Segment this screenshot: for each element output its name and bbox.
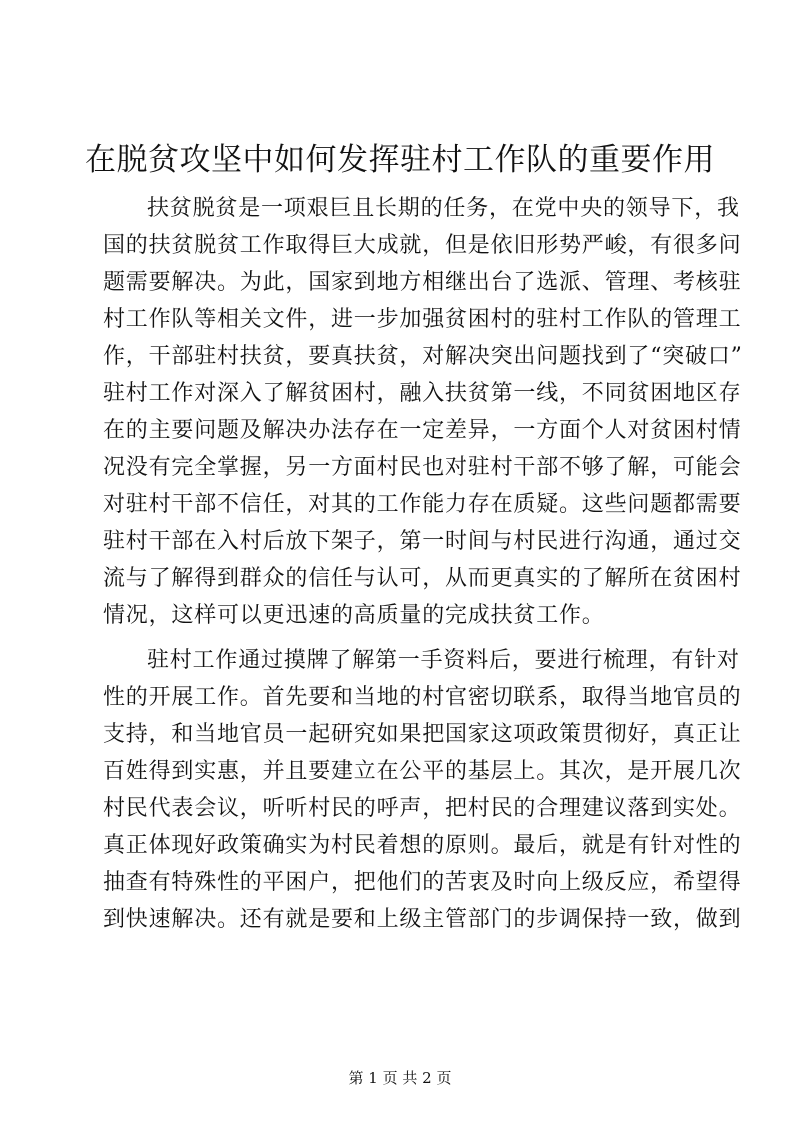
paragraph-line: 真正体现好政策确实为村民着想的原则。最后，就是有针对性的 <box>103 833 742 858</box>
document-body <box>103 190 743 938</box>
paragraph-line: 题需要解决。为此，国家到地方相继出台了选派、管理、考核驻 <box>103 270 742 295</box>
paragraph-line: 到快速解决。还有就是要和上级主管部门的步调保持一致，做到 <box>103 907 742 932</box>
paragraph-line: 驻村工作通过摸牌了解第一手资料后，要进行梳理，有针对 <box>147 648 740 673</box>
page-footer: 第 1 页 共 2 页 <box>348 1069 452 1087</box>
paragraph-line: 在的主要问题及解决办法存在一定差异，一方面个人对贫困村情 <box>103 418 742 443</box>
paragraph-line: 况没有完全掌握，另一方面村民也对驻村干部不够了解，可能会 <box>103 455 742 480</box>
paragraph-line: 村民代表会议，听听村民的呼声，把村民的合理建议落到实处。 <box>103 796 742 821</box>
paragraph-1 <box>103 190 743 634</box>
paragraph-line: 百姓得到实惠，并且要建立在公平的基层上。其次，是开展几次 <box>103 759 742 784</box>
paragraph-line: 支持，和当地官员一起研究如果把国家这项政策贯彻好，真正让 <box>103 722 742 747</box>
paragraph-line: 对驻村干部不信任，对其的工作能力存在质疑。这些问题都需要 <box>103 492 742 517</box>
paragraph-line: 抽查有特殊性的平困户，把他们的苦衷及时向上级反应，希望得 <box>103 870 742 895</box>
paragraph-line: 村工作队等相关文件，进一步加强贫困村的驻村工作队的管理工 <box>103 307 742 332</box>
paragraph-line: 扶贫脱贫是一项艰巨且长期的任务，在党中央的领导下，我 <box>147 196 740 221</box>
paragraph-line: 性的开展工作。首先要和当地的村官密切联系，取得当地官员的 <box>103 685 742 710</box>
paragraph-line: 国的扶贫脱贫工作取得巨大成就，但是依旧形势严峻，有很多问 <box>103 233 742 258</box>
paragraph-2 <box>103 642 742 938</box>
paragraph-line: 作，干部驻村扶贫，要真扶贫，对解决突出问题找到了“突破口” <box>103 344 743 369</box>
paragraph-line: 情况，这样可以更迅速的高质量的完成扶贫工作。 <box>103 603 605 628</box>
paragraph-gap <box>103 634 723 642</box>
paragraph-line: 驻村工作对深入了解贫困村，融入扶贫第一线，不同贫困地区存 <box>103 381 742 406</box>
paragraph-line: 流与了解得到群众的信任与认可，从而更真实的了解所在贫困村 <box>103 566 742 591</box>
paragraph-line: 驻村干部在入村后放下架子，第一时间与村民进行沟通，通过交 <box>103 529 742 554</box>
document-title: 在脱贫攻坚中如何发挥驻村工作队的重要作用 <box>85 142 715 178</box>
